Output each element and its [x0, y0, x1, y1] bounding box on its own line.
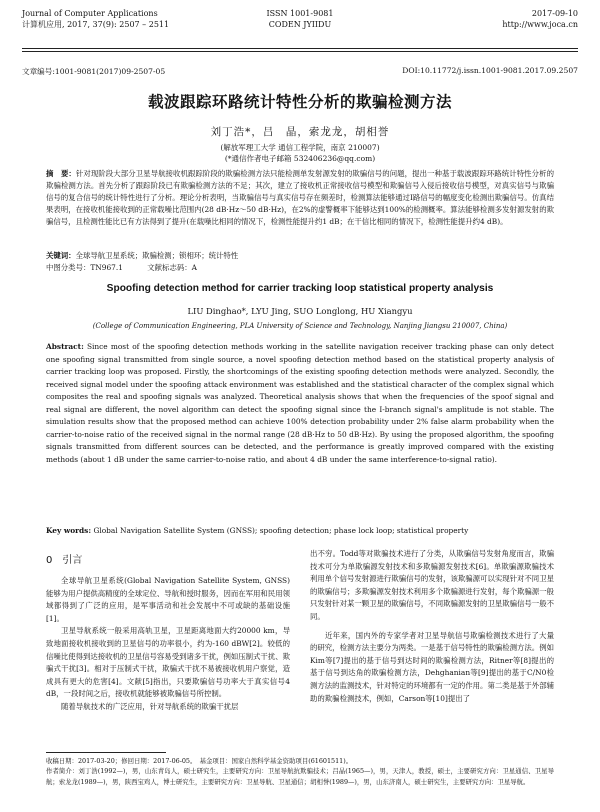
affiliation-cn-text: (解放军理工大学 通信工程学院，南京 210007): [220, 143, 380, 152]
abstract-en-label: Abstract:: [46, 342, 84, 351]
title-cn: 载波跟踪环路统计特性分析的欺骗检测方法: [147, 93, 452, 111]
document-code: 文献标志码：A: [147, 263, 197, 272]
corresponding-email: (*通信作者电子邮箱 532406236@qq.com): [224, 154, 376, 163]
journal-header: [22, 8, 578, 48]
section-heading-introduction: 0 引言: [46, 555, 83, 566]
journal-issue-cn: 计算机应用, 2017, 37(9): 2507 – 2511: [22, 20, 170, 29]
issue-date: 2017-09-10: [531, 9, 578, 18]
abstract-cn-text: 针对现阶段大部分卫星导航接收机跟踪阶段的欺骗检测方法只能检测单发射源发射的欺骗信号的问题，提出一种基于载波跟踪环路统计特性分析的欺骗检测方法。首先分析了跟踪阶段已有欺骗检测方法的不足；其次，建立了接收机正常接收信号模型和欺骗信号入侵后接收信号模型，对真实信号与欺骗信号的复合信号的统计特性进行了分析。理论分析表明，当欺骗信号与真实信号存在频差时，检测算法能够通过I路信号的幅度变化检测出欺骗信号。仿真结果表明，在接收机能接收到的正常载噪比范围内(28 dB·Hz～50 dB·Hz)，在2%的虚警概率下能够达到100%的检测概率。算法能够检测多发射源发射的欺骗信号，且检测性能比已有方法得到了提升(在载噪比相同的情况下，检测性能提升约1 dB；在干信比相同的情况下，检测性能提升约4 dB)。: [46, 169, 554, 226]
journal-url[interactable]: http://www.joca.cn: [502, 20, 578, 29]
abstract-cn: [46, 168, 554, 228]
doi[interactable]: DOI:10.11772/j.issn.1001-9081.2017.09.2507: [402, 66, 578, 75]
abstract-en: [46, 341, 554, 466]
footnote: [46, 756, 554, 787]
keywords-cn-text: 全球导航卫星系统；欺骗检测；锁相环；统计特性: [75, 251, 239, 260]
article-number: 文章编号:1001-9081(2017)09-2507-05: [22, 67, 166, 76]
title-en: Spoofing detection method for carrier tracking loop statistical property analysis: [106, 283, 494, 294]
keywords-cn: [46, 250, 554, 262]
clc-number: 中图分类号：TN967.1: [46, 263, 123, 272]
body-column-right: [310, 548, 554, 705]
authors-cn: 刘丁浩*，吕 晶，索龙龙，胡相誉: [210, 126, 390, 138]
footnote-author-bios: 作者简介：刘丁浩(1992—)，男，山东青岛人，硕士研究生，主要研究方向：卫星导航抗欺骗技术；吕晶(1965—)，男，天津人，教授，硕士，主要研究方向：卫星通信、卫星导航；索龙龙(1989—)，男，陕西宝鸡人，博士研究生，主要研究方向：卫星导航、卫星通信；胡相誉(1989—)，男，山东济南人，硕士研究生，主要研究方向：卫星导航。: [46, 767, 554, 786]
paragraph: 随着导航技术的广泛应用，针对导航系统的欺骗干扰层: [61, 701, 239, 711]
keywords-en-label: Key words:: [46, 526, 92, 535]
issn: ISSN 1001-9081: [266, 9, 334, 18]
abstract-cn-label: 摘 要：: [46, 169, 76, 178]
affiliation-en: (College of Communication Engineering, PLA University of Science and Technology, Nanjing Jiangsu 210007, China): [92, 322, 508, 330]
article-ids: [22, 66, 578, 77]
paragraph: 全球导航卫星系统(Global Navigation Satellite System, GNSS)能够为用户提供高精度的全球定位、导航和授时服务，因而在军用和民用领域都得到了广泛的应用，是军事活动和社会发展中不可或缺的基础设施[1]。: [46, 576, 290, 623]
keywords-en: [46, 525, 554, 536]
footnote-dates-funding: 收稿日期：2017-03-20；修回日期：2017-06-05。 基金项目：国家自然科学基金资助项目(61601511)。: [46, 757, 353, 765]
header-rule-thick: [22, 48, 578, 49]
paragraph: 出不穷。Todd等对欺骗技术进行了分类，从欺骗信号发射角度而言，欺骗技术可分为单欺骗源发射技术和多欺骗源发射技术[6]。单欺骗源欺骗技术利用单个信号发射源进行欺骗信号的发射，该欺骗源可以实现针对不同卫星的欺骗信号；多欺骗源发射技术利用多个欺骗源进行发射，每个欺骗源一般只发射针对某一颗卫星的欺骗信号，不同欺骗源发射的卫星欺骗信号一般不同。: [310, 549, 554, 621]
header-rule-thin: [22, 51, 578, 52]
footnote-rule: [46, 752, 166, 753]
body-column-left: [46, 575, 290, 714]
coden: CODEN JYIIDU: [268, 20, 332, 29]
abstract-en-text: Since most of the spoofing detection methods working in the satellite navigation receiver tracking phase can only detect one spoofing signal transmitted from single source, a novel spoofing detection method based on the statistical property analysis of carrier tracking loop was proposed. Firstly, the shortcomings of the existing spoofing detection methods were analyzed. Secondly, the received signal model under the spoofing attack environment was established and the statistical character of the complex signal which composites the real and spoofing signals was analyzed. Theoretical analysis shows that when the frequencies of the spoof signal and real signal are different, the novel algorithm can detect the spoofing signal since the I-branch signal's amplitude is not stable. The simulation results show that the proposed method can achieve 100% detection probability under 2% false alarm probability when the carrier-to-noise ratio of the received signal in the normal range (28 dB·Hz to 50 dB·Hz). By using the proposed algorithm, the spoofing signals transmitted from different sources can be detected, and the performance is greatly improved compared with the existing methods (about 1 dB under the same carrier-to-noise ratio, and about 4 dB under the same interference-to-signal ratio).: [46, 342, 554, 464]
header-right: [502, 8, 578, 30]
journal-name-en: Journal of Computer Applications: [22, 9, 158, 18]
classification: [46, 262, 554, 274]
affiliation-cn: [0, 142, 600, 164]
paragraph: 卫星导航系统一般采用高轨卫星，卫星距离地面大约20000 km，导致地面接收机接收到的卫星信号的功率很小，约为-160 dBW[2]。较低的信噪比使得到达接收机的卫星信号容易受到诸多干扰，例如压制式干扰、欺骗式干扰[3]。相对于压制式干扰，欺骗式干扰不易被接收机用户察觉，造成具有更大的危害[4]。文献[5]指出，只要欺骗信号功率大于真实信号4 dB，一段时间之后，接收机就能够被欺骗信号所控制。: [46, 626, 290, 699]
keywords-en-text: Global Navigation Satellite System (GNSS); spoofing detection; phase lock loop; statistical property: [93, 526, 469, 535]
authors-en: LIU Dinghao*, LYU Jing, SUO Longlong, HU Xiangyu: [187, 306, 413, 316]
header-center: [22, 8, 578, 30]
keywords-cn-label: 关键词：: [46, 251, 76, 260]
paragraph: 近年来，国内外的专家学者对卫星导航信号欺骗检测技术进行了大量的研究，检测方法主要分为两类。一是基于信号特性的欺骗检测方法。例如Kim等[7]提出的基于信号到达时间的欺骗检测方法，Ritner等[8]提出的基于信号到达角的欺骗检测方法，Dehghanian等[9]提出的基于C/N0检测方法的监测技术，针对特定的环境都有一定的作用。第二类是基于外部辅助的欺骗检测技术，例如，Carson等[10]提出了: [310, 630, 554, 703]
